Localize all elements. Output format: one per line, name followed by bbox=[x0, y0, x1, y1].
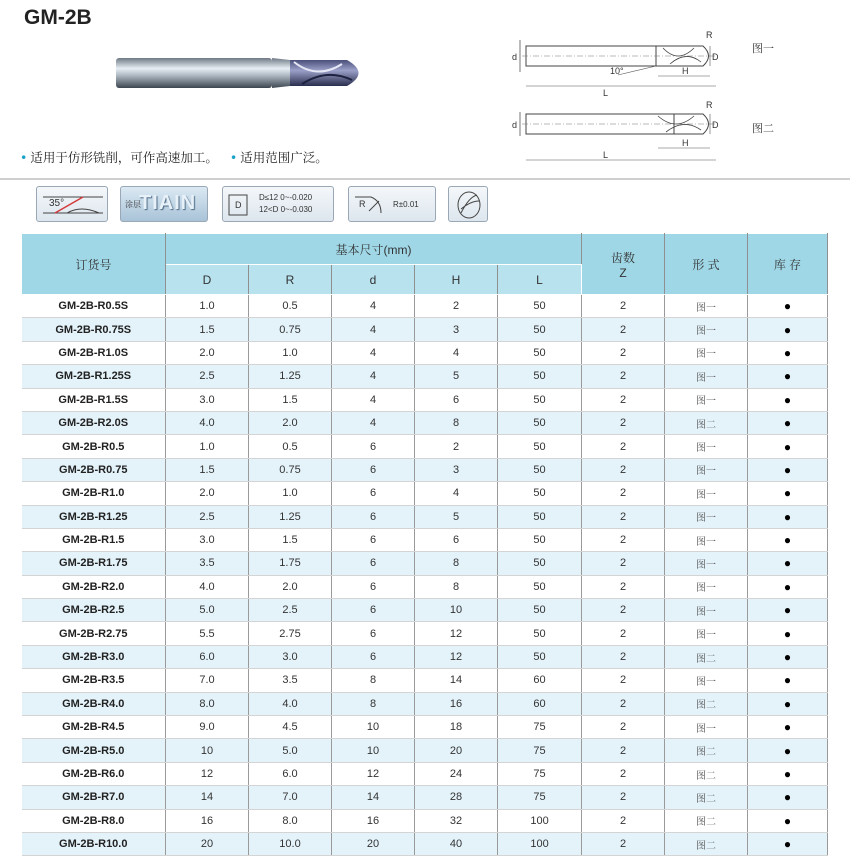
cell-stock: ● bbox=[748, 482, 828, 505]
cell-stock: ● bbox=[748, 528, 828, 551]
cell-D: 6.0 bbox=[166, 645, 249, 668]
cell-stock: ● bbox=[748, 622, 828, 645]
cell-d: 16 bbox=[332, 809, 415, 832]
cell-d: 20 bbox=[332, 832, 415, 855]
cell-L: 50 bbox=[498, 528, 582, 551]
radius-symbol: R bbox=[359, 199, 366, 209]
cell-stock: ● bbox=[748, 575, 828, 598]
cell-d: 4 bbox=[332, 411, 415, 434]
figure-2-label: 图二 bbox=[752, 122, 774, 135]
cell-form: 图二 bbox=[665, 692, 748, 715]
cell-d: 6 bbox=[332, 505, 415, 528]
cell-form: 图二 bbox=[665, 411, 748, 434]
cell-d: 4 bbox=[332, 365, 415, 388]
cell-order-no: GM-2B-R3.0 bbox=[22, 645, 166, 668]
cell-stock: ● bbox=[748, 669, 828, 692]
cell-stock: ● bbox=[748, 505, 828, 528]
cell-D: 9.0 bbox=[166, 716, 249, 739]
header-R: R bbox=[249, 265, 332, 295]
end-mill-photo bbox=[112, 50, 372, 96]
cell-order-no: GM-2B-R0.5 bbox=[22, 435, 166, 458]
cell-form: 图二 bbox=[665, 832, 748, 855]
cell-H: 32 bbox=[415, 809, 498, 832]
cell-R: 2.5 bbox=[249, 599, 332, 622]
cell-D: 4.0 bbox=[166, 411, 249, 434]
header-teeth bbox=[582, 234, 665, 295]
cell-d: 6 bbox=[332, 552, 415, 575]
table-row bbox=[22, 318, 828, 341]
cell-R: 1.0 bbox=[249, 482, 332, 505]
cell-form: 图一 bbox=[665, 552, 748, 575]
cell-H: 3 bbox=[415, 458, 498, 481]
cell-order-no: GM-2B-R8.0 bbox=[22, 809, 166, 832]
cell-H: 2 bbox=[415, 295, 498, 318]
cell-teeth: 2 bbox=[582, 341, 665, 364]
cell-R: 1.0 bbox=[249, 341, 332, 364]
cell-order-no: GM-2B-R1.25S bbox=[22, 365, 166, 388]
cell-order-no: GM-2B-R6.0 bbox=[22, 762, 166, 785]
cell-H: 14 bbox=[415, 669, 498, 692]
cell-stock: ● bbox=[748, 318, 828, 341]
cell-R: 2.0 bbox=[249, 411, 332, 434]
cell-H: 3 bbox=[415, 318, 498, 341]
table-row bbox=[22, 739, 828, 762]
cell-R: 2.75 bbox=[249, 622, 332, 645]
cell-D: 1.5 bbox=[166, 458, 249, 481]
cell-R: 1.25 bbox=[249, 505, 332, 528]
cell-L: 50 bbox=[498, 318, 582, 341]
cell-form: 图二 bbox=[665, 786, 748, 809]
table-row bbox=[22, 669, 828, 692]
cell-H: 8 bbox=[415, 552, 498, 575]
table-row bbox=[22, 599, 828, 622]
cell-L: 75 bbox=[498, 739, 582, 762]
ball-end-icon bbox=[448, 186, 488, 222]
header-teeth-line1: 齿数 bbox=[611, 250, 636, 265]
cell-teeth: 2 bbox=[582, 599, 665, 622]
feature-2: 适用范围广泛。 bbox=[240, 150, 328, 165]
cell-form: 图二 bbox=[665, 809, 748, 832]
header-d: d bbox=[332, 265, 415, 295]
cell-teeth: 2 bbox=[582, 692, 665, 715]
coating-icon bbox=[120, 186, 208, 222]
diameter-tolerance-icon bbox=[222, 186, 334, 222]
cell-order-no: GM-2B-R0.5S bbox=[22, 295, 166, 318]
cell-form: 图一 bbox=[665, 295, 748, 318]
cell-H: 16 bbox=[415, 692, 498, 715]
cell-order-no: GM-2B-R1.0S bbox=[22, 341, 166, 364]
cell-form: 图二 bbox=[665, 645, 748, 668]
cell-d: 14 bbox=[332, 786, 415, 809]
cell-D: 2.5 bbox=[166, 365, 249, 388]
cell-R: 0.5 bbox=[249, 435, 332, 458]
table-row bbox=[22, 528, 828, 551]
cell-stock: ● bbox=[748, 739, 828, 762]
cell-D: 2.0 bbox=[166, 482, 249, 505]
cell-D: 2.5 bbox=[166, 505, 249, 528]
tolerance-line-2: 12<D 0~-0.030 bbox=[259, 205, 313, 214]
table-row bbox=[22, 809, 828, 832]
cell-stock: ● bbox=[748, 692, 828, 715]
cell-stock: ● bbox=[748, 645, 828, 668]
cell-R: 0.75 bbox=[249, 318, 332, 341]
cell-H: 20 bbox=[415, 739, 498, 762]
table-row bbox=[22, 388, 828, 411]
cell-d: 6 bbox=[332, 575, 415, 598]
helix-angle-icon bbox=[36, 186, 108, 222]
cell-L: 50 bbox=[498, 599, 582, 622]
cell-teeth: 2 bbox=[582, 669, 665, 692]
dim-d-label: d bbox=[512, 52, 518, 62]
cell-stock: ● bbox=[748, 411, 828, 434]
table-row bbox=[22, 552, 828, 575]
cell-teeth: 2 bbox=[582, 832, 665, 855]
dim-h-label: H bbox=[682, 66, 689, 76]
cell-L: 60 bbox=[498, 669, 582, 692]
header-H: H bbox=[415, 265, 498, 295]
header-stock: 库 存 bbox=[748, 234, 828, 295]
cell-L: 50 bbox=[498, 645, 582, 668]
cell-teeth: 2 bbox=[582, 365, 665, 388]
cell-stock: ● bbox=[748, 388, 828, 411]
table-row bbox=[22, 411, 828, 434]
cell-d: 12 bbox=[332, 762, 415, 785]
cell-form: 图一 bbox=[665, 622, 748, 645]
cell-L: 75 bbox=[498, 716, 582, 739]
table-row bbox=[22, 622, 828, 645]
cell-d: 6 bbox=[332, 645, 415, 668]
cell-teeth: 2 bbox=[582, 505, 665, 528]
dim-d-label: d bbox=[512, 120, 518, 130]
cell-teeth: 2 bbox=[582, 575, 665, 598]
cell-order-no: GM-2B-R4.5 bbox=[22, 716, 166, 739]
cell-R: 3.5 bbox=[249, 669, 332, 692]
cell-D: 2.0 bbox=[166, 341, 249, 364]
cell-order-no: GM-2B-R5.0 bbox=[22, 739, 166, 762]
cell-order-no: GM-2B-R10.0 bbox=[22, 832, 166, 855]
cell-H: 4 bbox=[415, 482, 498, 505]
cell-order-no: GM-2B-R1.5 bbox=[22, 528, 166, 551]
cell-form: 图一 bbox=[665, 482, 748, 505]
cell-d: 6 bbox=[332, 622, 415, 645]
cell-teeth: 2 bbox=[582, 552, 665, 575]
table-row bbox=[22, 575, 828, 598]
cell-R: 4.5 bbox=[249, 716, 332, 739]
cell-L: 50 bbox=[498, 552, 582, 575]
cell-L: 50 bbox=[498, 411, 582, 434]
header-form: 形 式 bbox=[665, 234, 748, 295]
cell-d: 10 bbox=[332, 716, 415, 739]
cell-D: 3.5 bbox=[166, 552, 249, 575]
figure-1-label: 图一 bbox=[752, 42, 774, 55]
cell-D: 3.0 bbox=[166, 388, 249, 411]
header-order-no: 订货号 bbox=[22, 234, 166, 295]
dim-r-label: R bbox=[706, 100, 713, 110]
cell-L: 100 bbox=[498, 809, 582, 832]
cell-R: 1.75 bbox=[249, 552, 332, 575]
cell-order-no: GM-2B-R2.75 bbox=[22, 622, 166, 645]
cell-form: 图一 bbox=[665, 669, 748, 692]
cell-H: 2 bbox=[415, 435, 498, 458]
cell-H: 10 bbox=[415, 599, 498, 622]
spec-table bbox=[21, 233, 828, 856]
cell-D: 8.0 bbox=[166, 692, 249, 715]
cell-teeth: 2 bbox=[582, 528, 665, 551]
cell-R: 0.75 bbox=[249, 458, 332, 481]
cell-order-no: GM-2B-R2.5 bbox=[22, 599, 166, 622]
cell-form: 图二 bbox=[665, 739, 748, 762]
table-row bbox=[22, 505, 828, 528]
cell-d: 10 bbox=[332, 739, 415, 762]
cell-stock: ● bbox=[748, 832, 828, 855]
table-row bbox=[22, 458, 828, 481]
cell-form: 图一 bbox=[665, 528, 748, 551]
cell-H: 8 bbox=[415, 575, 498, 598]
cell-L: 50 bbox=[498, 341, 582, 364]
cell-stock: ● bbox=[748, 365, 828, 388]
cell-d: 6 bbox=[332, 528, 415, 551]
cell-D: 3.0 bbox=[166, 528, 249, 551]
table-row bbox=[22, 692, 828, 715]
cell-teeth: 2 bbox=[582, 622, 665, 645]
cell-R: 8.0 bbox=[249, 809, 332, 832]
cell-teeth: 2 bbox=[582, 809, 665, 832]
cell-L: 50 bbox=[498, 505, 582, 528]
cell-d: 4 bbox=[332, 295, 415, 318]
cell-d: 8 bbox=[332, 669, 415, 692]
table-row bbox=[22, 832, 828, 855]
cell-L: 50 bbox=[498, 365, 582, 388]
cell-H: 5 bbox=[415, 365, 498, 388]
cell-stock: ● bbox=[748, 295, 828, 318]
table-row bbox=[22, 645, 828, 668]
cell-form: 图一 bbox=[665, 458, 748, 481]
cell-L: 50 bbox=[498, 435, 582, 458]
page-title: GM-2B bbox=[24, 6, 92, 29]
cell-stock: ● bbox=[748, 341, 828, 364]
dim-r-label: R bbox=[706, 30, 713, 40]
cell-L: 50 bbox=[498, 622, 582, 645]
cell-R: 1.5 bbox=[249, 528, 332, 551]
cell-stock: ● bbox=[748, 716, 828, 739]
tolerance-d-symbol: D bbox=[235, 200, 242, 210]
cell-stock: ● bbox=[748, 762, 828, 785]
cell-teeth: 2 bbox=[582, 295, 665, 318]
cell-order-no: GM-2B-R1.25 bbox=[22, 505, 166, 528]
cell-form: 图一 bbox=[665, 505, 748, 528]
cell-teeth: 2 bbox=[582, 388, 665, 411]
cell-D: 1.0 bbox=[166, 295, 249, 318]
cell-stock: ● bbox=[748, 809, 828, 832]
cell-H: 24 bbox=[415, 762, 498, 785]
cell-order-no: GM-2B-R3.5 bbox=[22, 669, 166, 692]
cell-order-no: GM-2B-R1.5S bbox=[22, 388, 166, 411]
cell-d: 6 bbox=[332, 482, 415, 505]
cell-R: 2.0 bbox=[249, 575, 332, 598]
cell-stock: ● bbox=[748, 435, 828, 458]
cell-form: 图二 bbox=[665, 762, 748, 785]
coating-name: TIAIN bbox=[139, 192, 197, 214]
cell-D: 4.0 bbox=[166, 575, 249, 598]
cell-D: 5.5 bbox=[166, 622, 249, 645]
technical-drawing bbox=[498, 20, 828, 168]
cell-form: 图一 bbox=[665, 435, 748, 458]
cell-teeth: 2 bbox=[582, 739, 665, 762]
cell-H: 18 bbox=[415, 716, 498, 739]
cell-L: 75 bbox=[498, 762, 582, 785]
cell-order-no: GM-2B-R2.0 bbox=[22, 575, 166, 598]
cell-form: 图一 bbox=[665, 388, 748, 411]
cell-teeth: 2 bbox=[582, 435, 665, 458]
cell-D: 1.0 bbox=[166, 435, 249, 458]
cell-D: 7.0 bbox=[166, 669, 249, 692]
header-L: L bbox=[498, 265, 582, 295]
cell-order-no: GM-2B-R7.0 bbox=[22, 786, 166, 809]
cell-D: 12 bbox=[166, 762, 249, 785]
cell-order-no: GM-2B-R2.0S bbox=[22, 411, 166, 434]
cell-order-no: GM-2B-R4.0 bbox=[22, 692, 166, 715]
bullet-icon: • bbox=[20, 150, 28, 165]
cell-R: 6.0 bbox=[249, 762, 332, 785]
cell-L: 50 bbox=[498, 388, 582, 411]
cell-stock: ● bbox=[748, 599, 828, 622]
cell-L: 50 bbox=[498, 482, 582, 505]
section-divider bbox=[0, 178, 850, 180]
cell-D: 1.5 bbox=[166, 318, 249, 341]
cell-D: 5.0 bbox=[166, 599, 249, 622]
cell-form: 图一 bbox=[665, 599, 748, 622]
cell-L: 50 bbox=[498, 575, 582, 598]
cell-order-no: GM-2B-R0.75 bbox=[22, 458, 166, 481]
spec-table-body bbox=[22, 295, 828, 856]
header-D: D bbox=[166, 265, 249, 295]
cell-R: 3.0 bbox=[249, 645, 332, 668]
cell-L: 100 bbox=[498, 832, 582, 855]
helix-angle-label: 35° bbox=[49, 198, 65, 209]
cell-H: 12 bbox=[415, 622, 498, 645]
radius-tolerance-label: R±0.01 bbox=[393, 200, 419, 209]
coating-tag: 涂层 bbox=[125, 200, 141, 209]
cell-teeth: 2 bbox=[582, 411, 665, 434]
cell-stock: ● bbox=[748, 552, 828, 575]
cell-stock: ● bbox=[748, 786, 828, 809]
cell-H: 6 bbox=[415, 388, 498, 411]
cell-teeth: 2 bbox=[582, 318, 665, 341]
cell-d: 6 bbox=[332, 599, 415, 622]
cell-order-no: GM-2B-R1.0 bbox=[22, 482, 166, 505]
cell-d: 6 bbox=[332, 458, 415, 481]
cell-form: 图一 bbox=[665, 341, 748, 364]
cell-R: 0.5 bbox=[249, 295, 332, 318]
cell-H: 8 bbox=[415, 411, 498, 434]
table-row bbox=[22, 341, 828, 364]
table-row bbox=[22, 482, 828, 505]
cell-form: 图一 bbox=[665, 365, 748, 388]
cell-H: 28 bbox=[415, 786, 498, 809]
cell-form: 图一 bbox=[665, 716, 748, 739]
cell-H: 40 bbox=[415, 832, 498, 855]
cell-teeth: 2 bbox=[582, 786, 665, 809]
cell-H: 4 bbox=[415, 341, 498, 364]
cell-D: 20 bbox=[166, 832, 249, 855]
table-row bbox=[22, 295, 828, 318]
cell-teeth: 2 bbox=[582, 762, 665, 785]
cell-order-no: GM-2B-R0.75S bbox=[22, 318, 166, 341]
cell-D: 16 bbox=[166, 809, 249, 832]
cell-teeth: 2 bbox=[582, 482, 665, 505]
cell-teeth: 2 bbox=[582, 458, 665, 481]
cell-d: 8 bbox=[332, 692, 415, 715]
cell-teeth: 2 bbox=[582, 645, 665, 668]
table-row bbox=[22, 365, 828, 388]
feature-icons bbox=[0, 186, 850, 224]
cell-stock: ● bbox=[748, 458, 828, 481]
cell-R: 4.0 bbox=[249, 692, 332, 715]
angle-label: 10° bbox=[610, 66, 624, 76]
cell-H: 6 bbox=[415, 528, 498, 551]
cell-d: 4 bbox=[332, 341, 415, 364]
cell-H: 12 bbox=[415, 645, 498, 668]
cell-L: 50 bbox=[498, 458, 582, 481]
cell-L: 75 bbox=[498, 786, 582, 809]
table-row bbox=[22, 435, 828, 458]
radius-tolerance-icon bbox=[348, 186, 436, 222]
table-row bbox=[22, 786, 828, 809]
dim-l-label: L bbox=[603, 88, 609, 98]
cell-L: 60 bbox=[498, 692, 582, 715]
dim-h-label: H bbox=[682, 138, 689, 148]
cell-teeth: 2 bbox=[582, 716, 665, 739]
cell-D: 10 bbox=[166, 739, 249, 762]
cell-R: 1.5 bbox=[249, 388, 332, 411]
header-teeth-line2: Z bbox=[619, 265, 627, 280]
bullet-icon: • bbox=[229, 150, 238, 165]
cell-R: 7.0 bbox=[249, 786, 332, 809]
cell-L: 50 bbox=[498, 295, 582, 318]
cell-order-no: GM-2B-R1.75 bbox=[22, 552, 166, 575]
dim-l-label: L bbox=[603, 150, 609, 160]
dim-D-label: D bbox=[712, 52, 719, 62]
cell-d: 4 bbox=[332, 318, 415, 341]
cell-R: 10.0 bbox=[249, 832, 332, 855]
dim-D-label: D bbox=[712, 120, 719, 130]
cell-R: 5.0 bbox=[249, 739, 332, 762]
cell-d: 4 bbox=[332, 388, 415, 411]
table-row bbox=[22, 716, 828, 739]
cell-D: 14 bbox=[166, 786, 249, 809]
feature-list bbox=[20, 148, 328, 166]
feature-1: 适用于仿形铣削，可作高速加工。 bbox=[30, 150, 218, 165]
header-basic-dims: 基本尺寸(mm) bbox=[166, 234, 582, 265]
cell-d: 6 bbox=[332, 435, 415, 458]
cell-R: 1.25 bbox=[249, 365, 332, 388]
table-row bbox=[22, 762, 828, 785]
cell-form: 图一 bbox=[665, 575, 748, 598]
tolerance-line-1: D≤12 0~-0.020 bbox=[259, 193, 313, 202]
cell-H: 5 bbox=[415, 505, 498, 528]
cell-form: 图一 bbox=[665, 318, 748, 341]
